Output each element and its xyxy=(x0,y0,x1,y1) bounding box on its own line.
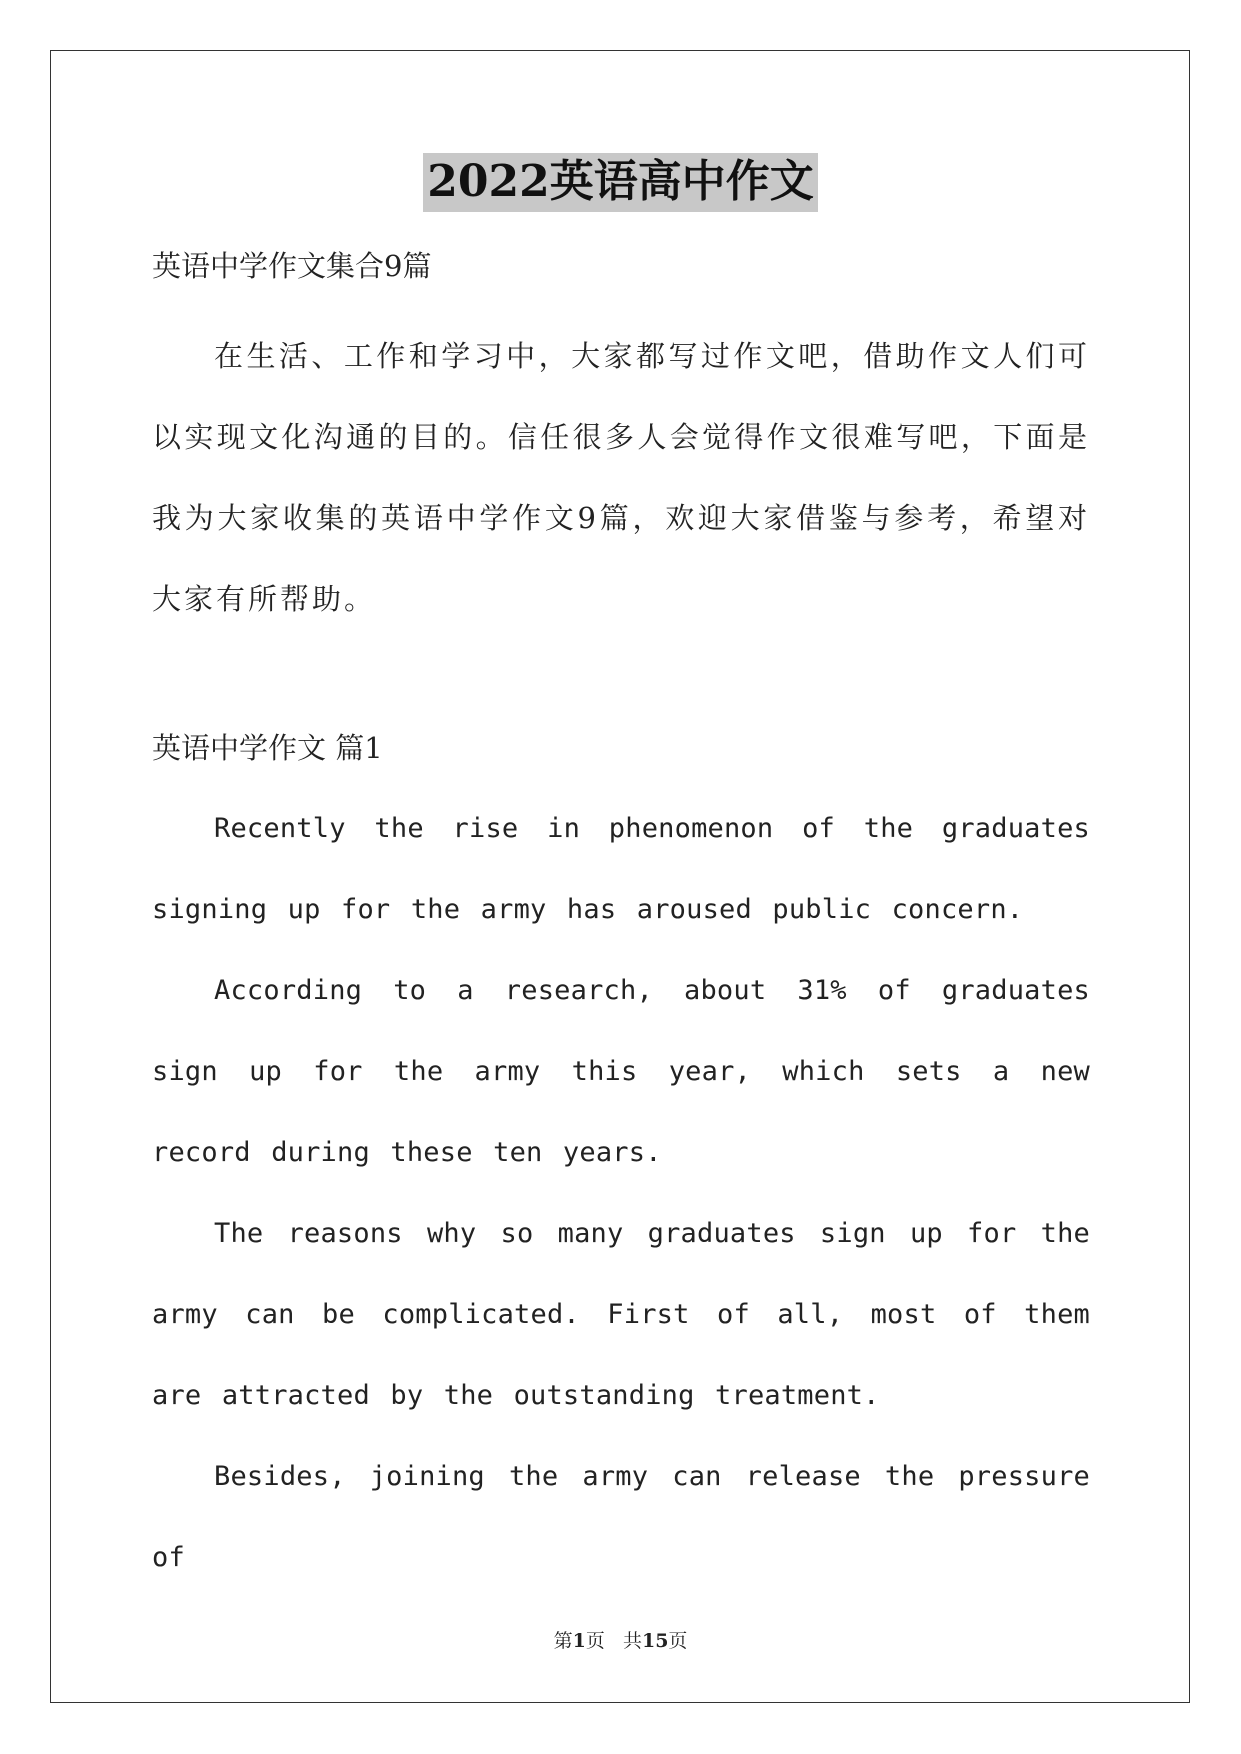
intro-paragraph: 在生活、工作和学习中，大家都写过作文吧，借助作文人们可以实现文化沟通的目的。信任很多人会觉得作文很难写吧，下面是我为大家收集的英语中学作文9篇，欢迎大家借鉴与参考，希望对大家有所帮助。 xyxy=(152,339,1090,616)
collection-subtitle: 英语中学作文集合9篇 xyxy=(152,249,432,283)
page-footer xyxy=(0,1626,1241,1653)
essay-paragraph: The reasons why so many graduates sign up for the army can be complicated. First of all, most of them are attracted by the outstanding treatment. xyxy=(152,1218,1090,1411)
footer-prefix: 第 xyxy=(553,1630,573,1652)
essay-paragraph: Recently the rise in phenomenon of the graduates signing up for the army has aroused public concern. xyxy=(152,813,1090,925)
current-page-number: 1 xyxy=(572,1630,586,1652)
footer-total-label: 页 xyxy=(668,1630,688,1652)
total-page-count: 15 xyxy=(641,1630,669,1652)
document-title: 2022英语高中作文 xyxy=(423,153,817,212)
section-heading: 英语中学作文 篇1 xyxy=(152,731,383,765)
essay-paragraph: Besides, joining the army can release the pressure of xyxy=(152,1461,1090,1573)
document-body xyxy=(152,238,1090,1598)
footer-page-label: 页 xyxy=(585,1630,605,1652)
essay-paragraph: According to a research, about 31% of graduates sign up for the army this year, which sets a new record during these ten years. xyxy=(152,975,1090,1168)
document-title-wrapper xyxy=(0,153,1241,212)
footer-total-prefix: 共 xyxy=(622,1630,642,1652)
